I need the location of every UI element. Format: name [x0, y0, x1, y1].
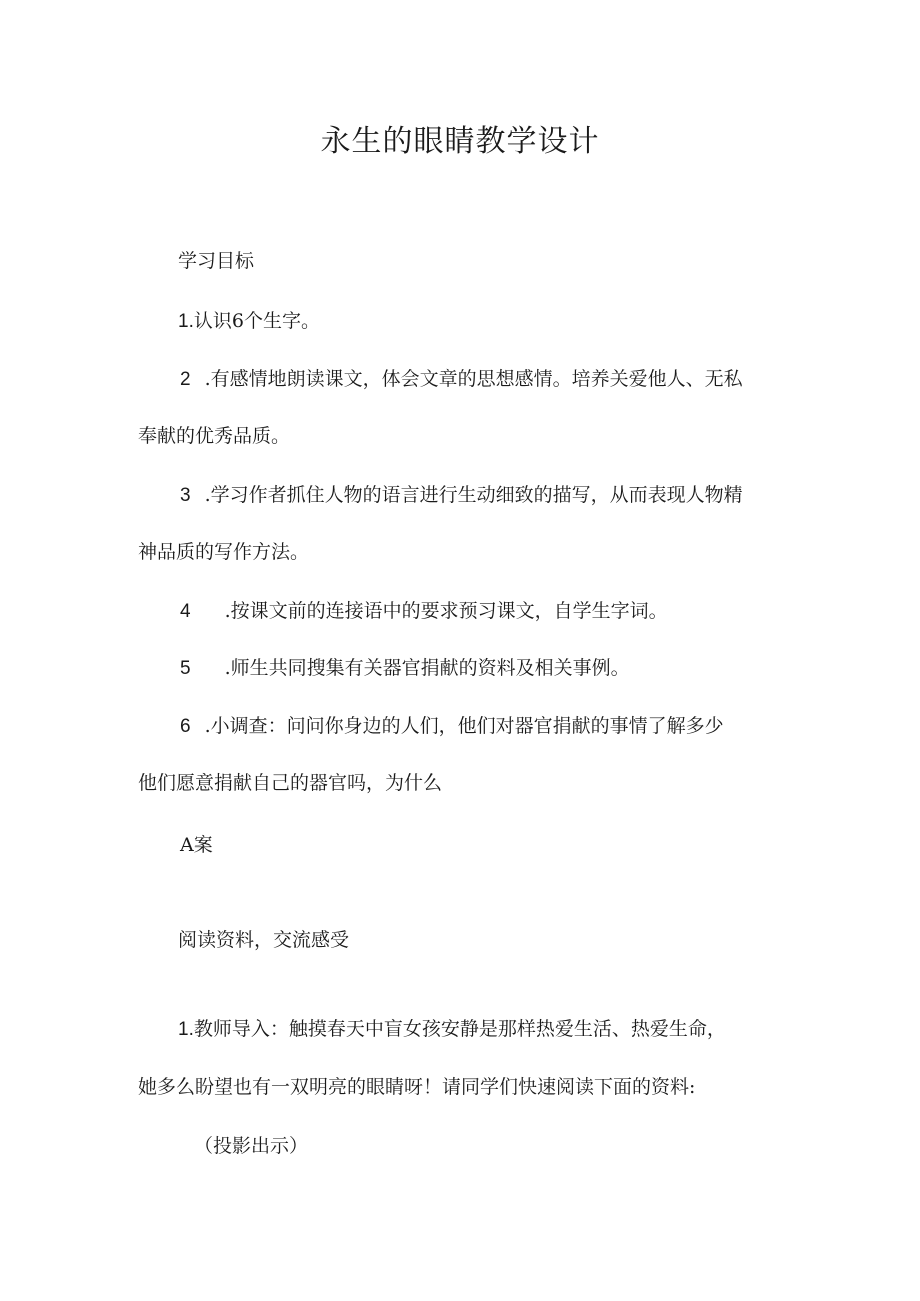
- plan-label: A案: [180, 834, 213, 856]
- goal-item-6: [180, 713, 724, 740]
- intro-continuation: 她多么盼望也有一双明亮的眼睛呀！请同学们快速阅读下面的资料:: [138, 1076, 696, 1098]
- goal-item-5: [180, 655, 630, 682]
- goal-text: .有感情地朗读课文，体会文章的思想感情。培养关爱他人、无私: [204, 368, 743, 390]
- goal-item-2-continuation: 奉献的优秀品质。: [138, 425, 291, 447]
- goal-item-2: [180, 366, 743, 393]
- intro-paragraph: [178, 1016, 726, 1043]
- intro-text: 教师导入：触摸春天中盲女孩安静是那样热爱生活、热爱生命，: [193, 1018, 726, 1040]
- section-heading-goals: 学习目标: [178, 250, 255, 272]
- goal-number: 4: [180, 601, 191, 622]
- goal-number: 3: [180, 485, 191, 506]
- goal-number: 5: [180, 658, 191, 679]
- goal-number: 6: [180, 716, 191, 737]
- goal-item-6-continuation: 他们愿意捐献自己的器官吗，为什么: [138, 772, 443, 794]
- goal-text: 认识6个生字。: [193, 310, 320, 332]
- goal-item-1: [178, 308, 320, 335]
- goal-text: .按课文前的连接语中的要求预习课文，自学生字词。: [224, 600, 668, 622]
- projection-note: （投影出示）: [194, 1135, 309, 1157]
- document-title: 永生的眼睛教学设计: [320, 124, 600, 159]
- goal-text: .小调查：问问你身边的人们，他们对器官捐献的事情了解多少: [204, 715, 724, 737]
- step-heading: 阅读资料，交流感受: [178, 929, 350, 951]
- goal-item-3-continuation: 神品质的写作方法。: [138, 541, 310, 563]
- goal-item-4: [180, 598, 668, 625]
- goal-item-3: [180, 482, 743, 509]
- goal-number: 2: [180, 369, 191, 390]
- intro-number: 1.: [178, 1019, 194, 1040]
- goal-number: 1.: [178, 311, 194, 332]
- goal-text: .学习作者抓住人物的语言进行生动细致的描写，从而表现人物精: [204, 484, 743, 506]
- goal-text: .师生共同搜集有关器官捐献的资料及相关事例。: [224, 657, 630, 679]
